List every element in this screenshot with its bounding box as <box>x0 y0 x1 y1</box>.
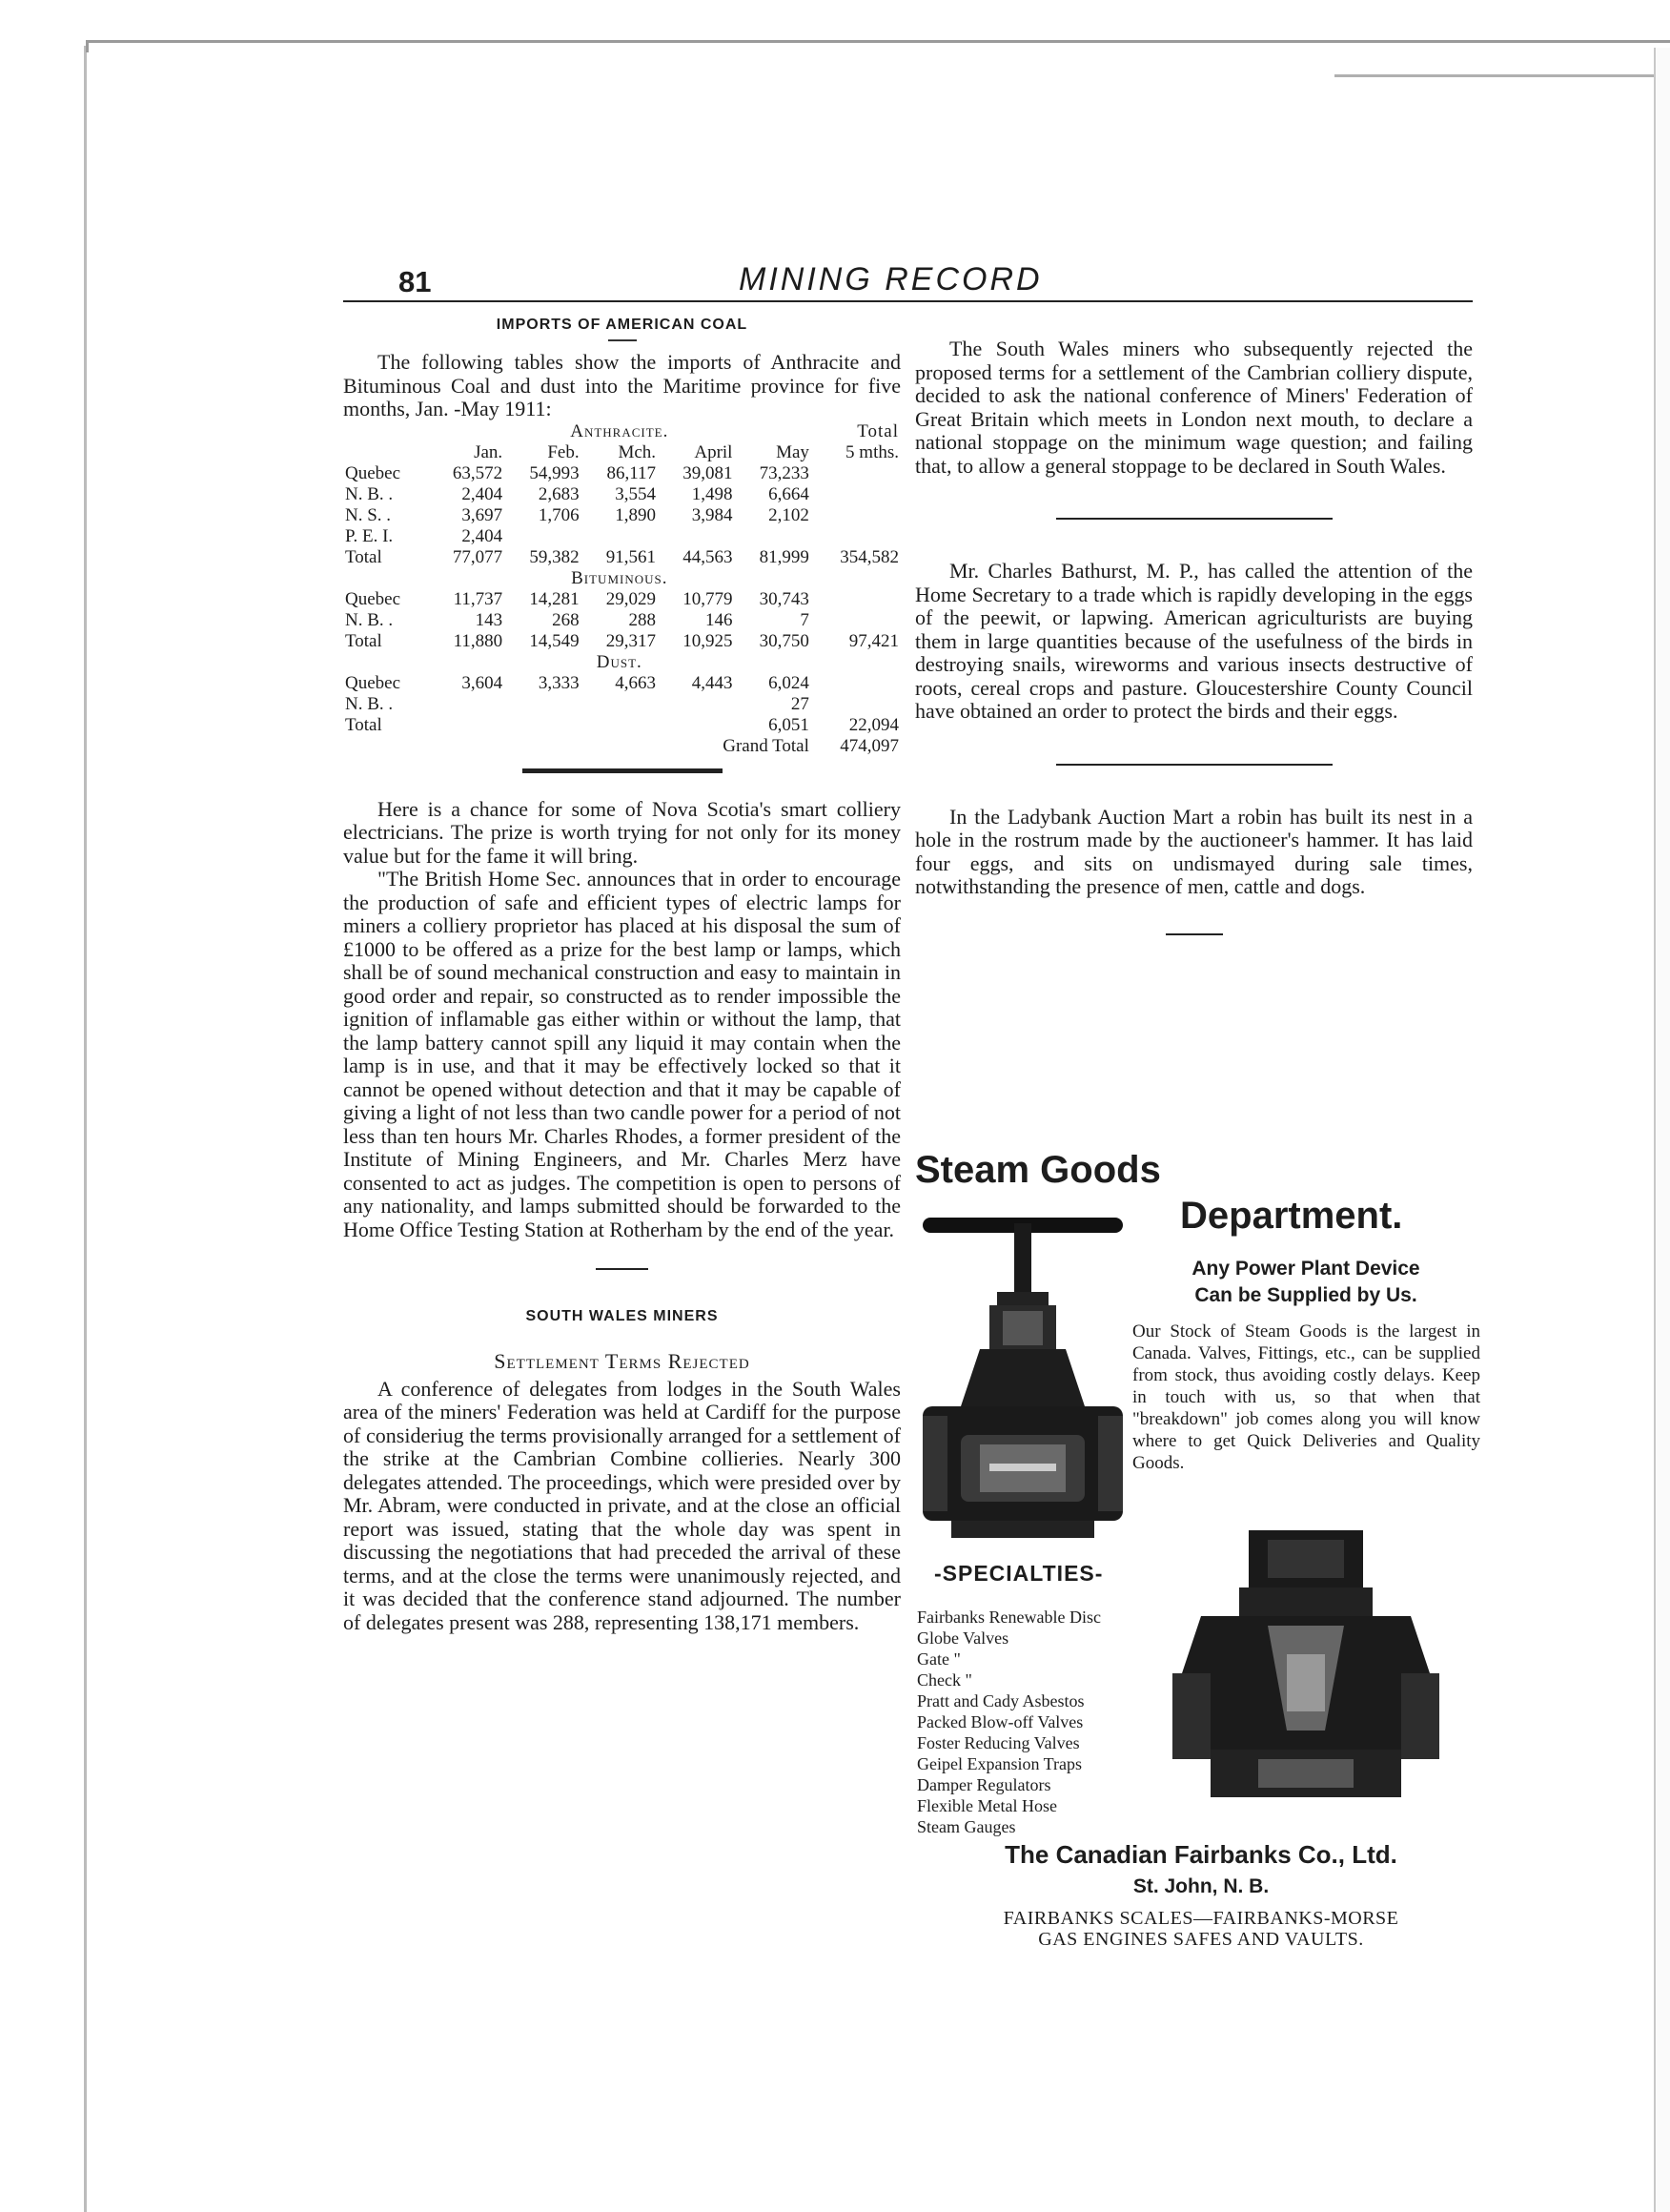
cell-value <box>581 694 658 715</box>
journal-title: MINING RECORD <box>739 261 1043 297</box>
south-wales-para-2: The South Wales miners who subsequently rejected the proposed terms for a settlement of the Cambrian colliery dispute, decided to ask the national conference of Miners' Federation of Great Britain which meets in London next mouth, to declare a national stoppage on the minimum wage question; and failing that, to allow a general stoppage to be declared in South Wales. <box>915 337 1473 478</box>
specialty-item: Gate " <box>917 1649 961 1669</box>
specialties-label: -SPECIALTIES- <box>934 1561 1104 1586</box>
heading-dash <box>608 339 637 341</box>
table-row <box>343 715 901 736</box>
cell-value: 288 <box>628 609 657 630</box>
ad-tagline-1: Any Power Plant Device <box>1191 1258 1420 1280</box>
row-total: 354,582 <box>840 546 899 567</box>
ad-footer-line-1: FAIRBANKS SCALES—FAIRBANKS-MORSE <box>1003 1908 1399 1929</box>
cell-value: 1,706 <box>538 504 580 525</box>
month-header: Mch. <box>618 441 657 462</box>
row-label: N. S. . <box>345 504 392 525</box>
specialty-item: Globe Valves <box>917 1628 1009 1648</box>
specialty-item: Damper Regulators <box>917 1775 1051 1794</box>
cell-value <box>658 715 734 736</box>
month-header: April <box>694 441 733 462</box>
section-rule <box>1056 518 1333 520</box>
cell-value: 11,880 <box>453 630 503 651</box>
cell-value: 30,750 <box>759 630 809 651</box>
cell-value: 39,081 <box>682 462 733 483</box>
cell-value: 44,563 <box>682 546 733 567</box>
cell-value: 146 <box>704 609 733 630</box>
cell-value: 3,554 <box>615 483 657 504</box>
table-row <box>343 484 901 505</box>
cell-value: 86,117 <box>606 462 657 483</box>
page-edge-left <box>84 46 87 2212</box>
specialty-item: Steam Gauges <box>917 1817 1016 1836</box>
company-name: The Canadian Fairbanks Co., Ltd. <box>1005 1840 1397 1869</box>
table-row <box>343 463 901 484</box>
table-row <box>343 673 901 694</box>
cell-value: 77,077 <box>452 546 503 567</box>
cell-value: 143 <box>475 609 503 630</box>
row-label: Total <box>345 546 382 567</box>
row-label: Quebec <box>345 462 401 483</box>
cell-value: 268 <box>552 609 580 630</box>
row-total <box>811 694 901 715</box>
cell-value: 30,743 <box>759 588 809 609</box>
specialties-list <box>917 1607 1101 1837</box>
bathurst-para: Mr. Charles Bathurst, M. P., has called the attention of the Home Secretary to a trade which is rapidly developing in the eggs of the peewit, or lapwing. American agriculturists are buying them in large quantities because of the usefulness of the birds in destroying snails, wireworms and various insects destructive of roots, cereal crops and pasture. Gloucestershire County Council have obtained an order to protect the birds and their eggs. <box>915 559 1473 723</box>
row-total <box>811 484 901 505</box>
cell-value <box>658 526 734 547</box>
cell-value <box>581 526 658 547</box>
row-label: Total <box>345 630 382 651</box>
cell-value: 1,890 <box>615 504 657 525</box>
cell-value: 3,697 <box>461 504 503 525</box>
table-row <box>343 547 901 568</box>
cell-value: 3,984 <box>691 504 733 525</box>
globe-valve-illustration <box>1172 1530 1439 1807</box>
row-total <box>811 589 901 610</box>
cell-value: 29,029 <box>605 588 657 609</box>
imports-heading: IMPORTS OF AMERICAN COAL <box>496 317 748 333</box>
south-wales-para-1: A conference of delegates from lodges in the South Wales area of the miners' Federation was held at Cardiff for the purpose of consideriug the terms provisionally arranged for a settlement of the strike at the Cambrian Combine collieries. Nearly 300 delegates attended. The proceedings, which were presided over by Mr. Abram, were conducted in private, and at the close an official report was issued, stating that the whole day was spent in discussing the negotiations that had preceded the arrival of these terms, and at the close the terms were unanimously rejected, and it was decided that the conference stand adjourned. The number of delegates present was 288, representing 138,171 members. <box>343 1376 901 1634</box>
south-wales-heading: SOUTH WALES MINERS <box>525 1308 719 1324</box>
cell-value: 54,993 <box>529 462 580 483</box>
cell-value: 3,604 <box>461 672 503 693</box>
month-header: Feb. <box>547 441 580 462</box>
ad-tagline <box>1130 1256 1482 1309</box>
bituminous-rows <box>343 589 901 652</box>
cell-value: 4,443 <box>691 672 733 693</box>
cell-value <box>581 715 658 736</box>
ad-title-2: Department. <box>1180 1195 1403 1237</box>
cell-value <box>428 694 504 715</box>
page-edge-right <box>1654 48 1670 2212</box>
cell-value <box>428 715 504 736</box>
ad-tagline-2: Can be Supplied by Us. <box>1194 1284 1417 1306</box>
specialty-item: Flexible Metal Hose <box>917 1796 1057 1815</box>
cell-value <box>504 526 580 547</box>
cell-value: 81,999 <box>759 546 809 567</box>
cell-value: 29,317 <box>605 630 657 651</box>
section-rule <box>1166 933 1223 935</box>
cell-value: 6,664 <box>768 483 809 504</box>
south-wales-subheading: Settlement Terms Rejected <box>494 1349 750 1373</box>
bituminous-label: Bituminous. <box>571 567 668 588</box>
cell-value <box>504 694 580 715</box>
row-total <box>811 673 901 694</box>
header-rule <box>343 300 1473 302</box>
row-label: Quebec <box>345 588 401 609</box>
dust-rows <box>343 673 901 736</box>
cell-value: 2,683 <box>538 483 580 504</box>
cell-value <box>658 694 734 715</box>
coal-imports-table <box>343 421 901 757</box>
lamp-para-1: Here is a chance for some of Nova Scotia's smart colliery electricians. The prize is worth trying for not only for its money value but for the fame it will bring. <box>343 796 901 868</box>
row-total <box>811 610 901 631</box>
row-total <box>811 505 901 526</box>
left-column <box>343 317 901 1634</box>
ad-footer-line-2: GAS ENGINES SAFES AND VAULTS. <box>1038 1929 1364 1950</box>
cell-value: 2,404 <box>461 525 503 546</box>
table-row <box>343 631 901 652</box>
row-total <box>811 463 901 484</box>
cell-value: 6,024 <box>768 672 809 693</box>
cell-value: 59,382 <box>529 546 580 567</box>
specialty-item: Fairbanks Renewable Disc <box>917 1608 1101 1627</box>
cell-value: 14,281 <box>529 588 580 609</box>
cell-value: 14,549 <box>529 630 580 651</box>
section-rule <box>1056 764 1333 766</box>
anthracite-label: Anthracite. <box>570 420 669 441</box>
cell-value: 11,737 <box>453 588 503 609</box>
gate-valve-illustration <box>923 1206 1123 1549</box>
cell-value: 1,498 <box>691 483 733 504</box>
row-total <box>811 526 901 547</box>
row-label: Quebec <box>345 672 401 693</box>
cell-value: 63,572 <box>452 462 503 483</box>
section-rule <box>522 768 723 773</box>
cell-value: 91,561 <box>605 546 657 567</box>
total-5mths-label: Total <box>857 420 899 441</box>
company-address: St. John, N. B. <box>1132 1875 1270 1897</box>
robin-para: In the Ladybank Auction Mart a robin has built its nest in a hole in the rostrum made by the auctioneer's hammer. It has laid four eggs, and sits on undismayed during sale times, notwithstanding the presence of men, cattle and dogs. <box>915 804 1473 898</box>
ad-footer <box>915 1908 1487 1950</box>
section-rule <box>596 1268 648 1270</box>
ad-title-1: Steam Goods <box>915 1149 1161 1191</box>
cell-value <box>734 526 810 547</box>
cell-value: 27 <box>790 693 809 714</box>
cell-value: 2,404 <box>461 483 503 504</box>
specialty-item: Check " <box>917 1670 972 1690</box>
row-total: 97,421 <box>848 630 899 651</box>
table-row <box>343 526 901 547</box>
page-edge-top-right <box>1334 0 1670 77</box>
specialty-item: Pratt and Cady Asbestos <box>917 1691 1085 1710</box>
table-row <box>343 610 901 631</box>
cell-value: 4,663 <box>615 672 657 693</box>
specialty-item: Packed Blow-off Valves <box>917 1712 1084 1731</box>
row-total: 22,094 <box>848 714 899 735</box>
grand-total-value: 474,097 <box>840 735 899 756</box>
row-label: N. B. . <box>345 483 394 504</box>
row-label: N. B. . <box>345 609 394 630</box>
ad-stock-text: Our Stock of Steam Goods is the largest in Canada. Valves, Fittings, etc., can be supplied from stock, thus avoiding costly delays. Keep in touch with us, so that when that "breakdown" job comes along you will know where to get Quick Deliveries and Quality Goods. <box>1132 1321 1480 1473</box>
row-label: P. E. I. <box>345 525 394 546</box>
table-row <box>343 589 901 610</box>
fairbanks-advertisement <box>915 1149 1487 1988</box>
cell-value: 73,233 <box>759 462 809 483</box>
cell-value: 7 <box>800 609 809 630</box>
dust-label: Dust. <box>596 651 642 672</box>
specialty-item: Geipel Expansion Traps <box>917 1754 1082 1773</box>
cell-value <box>504 715 580 736</box>
cell-value: 6,051 <box>768 714 809 735</box>
imports-intro: The following tables show the imports of Anthracite and Bituminous Coal and dust into the Maritime province for five months, Jan. -May 1911: <box>343 350 901 420</box>
grand-total-label: Grand Total <box>723 735 809 756</box>
cell-value: 10,779 <box>682 588 733 609</box>
specialty-item: Foster Reducing Valves <box>917 1733 1080 1752</box>
month-header: Jan. <box>474 441 503 462</box>
table-row <box>343 694 901 715</box>
anthracite-rows <box>343 463 901 568</box>
row-label: Total <box>345 714 382 735</box>
lamp-para-2: "The British Home Sec. announces that in order to encourage the production of safe and efficient types of electric lamps for miners a colliery proprietor has placed at his disposal the sum of £1000 to be offered as a prize for the best lamp or lamps, which shall be of sound mechanical construction and easy to maintain in good order and repair, so constructed as to render impossible the ignition of inflamable gas either within or without the lamp, that the lamp battery cannot spill any liquid it may contain when the lamp is in use, and that it may be effectively locked so that it cannot be opened without detection and that it may be capable of giving a light of not less than two candle power for a period of not less than ten hours Mr. Charles Rhodes, a former president of the Institute of Mining Engineers, and Mr. Charles Merz have consented to act as judges. The competition is open to persons of any nationality, and lamps submitted should be forwarded to the Home Office Testing Station at Rotherham by the end of the year. <box>343 867 901 1241</box>
table-row <box>343 505 901 526</box>
month-header: May <box>776 441 809 462</box>
cell-value: 2,102 <box>768 504 809 525</box>
page-number: 81 <box>398 265 432 298</box>
total-5mths-label: 5 mths. <box>845 441 899 462</box>
row-label: N. B. . <box>345 693 394 714</box>
right-column <box>915 315 1473 935</box>
cell-value: 3,333 <box>538 672 580 693</box>
cell-value: 10,925 <box>682 630 733 651</box>
